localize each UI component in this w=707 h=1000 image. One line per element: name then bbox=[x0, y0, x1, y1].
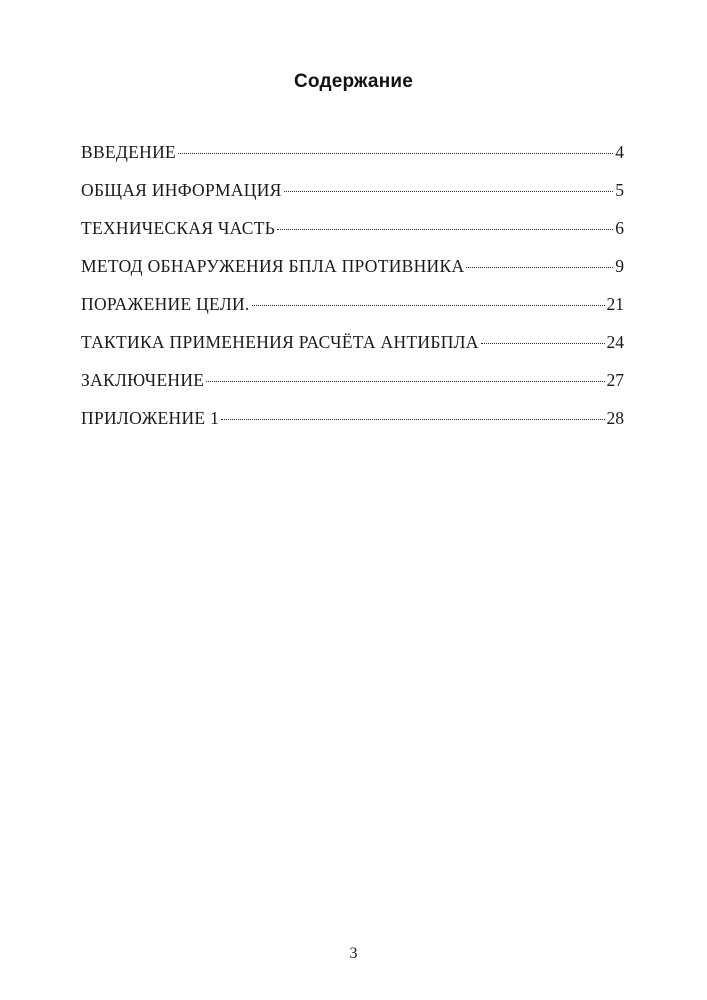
toc-entry-title: ПОРАЖЕНИЕ ЦЕЛИ. bbox=[81, 294, 250, 314]
toc-entry-page: 28 bbox=[606, 408, 624, 428]
toc-entry-title: ОБЩАЯ ИНФОРМАЦИЯ bbox=[81, 180, 282, 200]
dot-leader bbox=[284, 191, 614, 192]
toc-entry-title: МЕТОД ОБНАРУЖЕНИЯ БПЛА ПРОТИВНИКА bbox=[81, 256, 465, 276]
toc-entry-page: 21 bbox=[606, 294, 624, 314]
toc-entry[interactable] bbox=[81, 142, 624, 180]
page-title: Содержание bbox=[293, 71, 414, 92]
page-number: 3 bbox=[349, 945, 358, 962]
toc-entry[interactable] bbox=[81, 256, 624, 294]
toc-entry-title: ТАКТИКА ПРИМЕНЕНИЯ РАСЧЁТА АНТИБПЛА bbox=[81, 332, 479, 352]
toc-entry[interactable] bbox=[81, 180, 624, 218]
toc-entry[interactable] bbox=[81, 408, 624, 446]
dot-leader bbox=[252, 305, 605, 306]
toc-entry[interactable] bbox=[81, 370, 624, 408]
dot-leader bbox=[221, 419, 604, 420]
toc-entry[interactable] bbox=[81, 218, 624, 256]
toc-entry-page: 4 bbox=[615, 142, 624, 162]
dot-leader bbox=[481, 343, 605, 344]
toc-entry-page: 24 bbox=[606, 332, 624, 352]
dot-leader bbox=[277, 229, 613, 230]
toc-entry-page: 6 bbox=[615, 218, 624, 238]
toc-entry-title: ВВЕДЕНИЕ bbox=[81, 142, 177, 162]
toc-entry[interactable] bbox=[81, 294, 624, 332]
dot-leader bbox=[178, 153, 613, 154]
toc-entry[interactable] bbox=[81, 332, 624, 370]
table-of-contents bbox=[81, 142, 624, 446]
toc-entry-page: 27 bbox=[606, 370, 624, 390]
toc-entry-title: ЗАКЛЮЧЕНИЕ bbox=[81, 370, 205, 390]
toc-entry-title: ТЕХНИЧЕСКАЯ ЧАСТЬ bbox=[81, 218, 276, 238]
toc-entry-title: ПРИЛОЖЕНИЕ 1 bbox=[81, 408, 220, 428]
dot-leader bbox=[466, 267, 613, 268]
toc-entry-page: 9 bbox=[615, 256, 624, 276]
toc-entry-page: 5 bbox=[615, 180, 624, 200]
dot-leader bbox=[206, 381, 604, 382]
